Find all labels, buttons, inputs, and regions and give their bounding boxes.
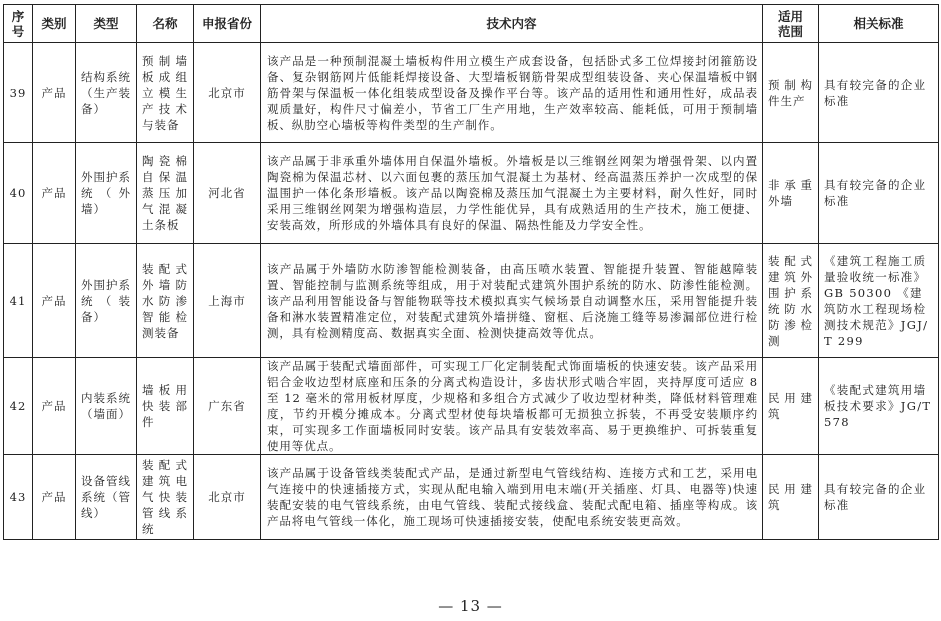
category-cell: 产品 <box>33 43 76 143</box>
header-category: 类别 <box>33 5 76 43</box>
product-name-cell: 预制墙板成组立模生产技术与装备 <box>137 43 194 143</box>
product-table <box>3 4 939 540</box>
table-header-row <box>4 5 939 43</box>
related-standard-cell: 具有较完备的企业标准 <box>819 455 939 540</box>
header-province: 申报省份 <box>194 5 261 43</box>
category-cell: 产品 <box>33 244 76 358</box>
applicable-scope-cell: 非承重外墙 <box>763 143 819 244</box>
table-row <box>4 143 939 244</box>
type-cell: 设备管线系统（管线） <box>76 455 137 540</box>
row-number-cell: 40 <box>4 143 33 244</box>
row-number-cell: 39 <box>4 43 33 143</box>
header-standard: 相关标准 <box>819 5 939 43</box>
header-type: 类型 <box>76 5 137 43</box>
table-row <box>4 455 939 540</box>
table-row <box>4 43 939 143</box>
header-content: 技术内容 <box>261 5 763 43</box>
page-number: — 13 — <box>438 597 503 615</box>
row-number-cell: 43 <box>4 455 33 540</box>
technical-content-cell: 该产品属于外墙防水防渗智能检测装备，由高压喷水装置、智能提升装置、智能越障装置、智能控制与监测系统等组成，用于对装配式建筑外围护系统的防水、防渗性能检测。该产品利用智能设备与智能物联等技术模拟真实气候场景自动调整水压，采用智能提升装备和淋水装置精准定位，对装配式建筑外墙拼缝、窗框、后浇施工缝等易渗漏部位进行检测，具有检测精度高、数据真实全面、检测快捷高效等优点。 <box>261 244 763 358</box>
type-cell: 内装系统（墙面） <box>76 358 137 455</box>
province-cell: 广东省 <box>194 358 261 455</box>
province-cell: 上海市 <box>194 244 261 358</box>
header-name: 名称 <box>137 5 194 43</box>
category-cell: 产品 <box>33 143 76 244</box>
applicable-scope-cell: 预制构件生产 <box>763 43 819 143</box>
technical-content-cell: 该产品属于设备管线类装配式产品，是通过新型电气管线结构、连接方式和工艺，采用电气连接中的快速插接方式，实现从配电输入端到用电末端(开关插座、灯具、电器等)快速装配安装的电气管线系统，由电气管线、装配式接线盒、装配式配电箱、插座等构成。该产品将电气管线一体化，施工现场可快速插接安装，使配电系统安装更高效。 <box>261 455 763 540</box>
product-name-cell: 陶瓷棉自保温蒸压加气混凝土条板 <box>137 143 194 244</box>
row-number-cell: 41 <box>4 244 33 358</box>
header-no: 序号 <box>4 5 33 43</box>
province-cell: 北京市 <box>194 455 261 540</box>
type-cell: 结构系统（生产装备） <box>76 43 137 143</box>
applicable-scope-cell: 民用建筑 <box>763 358 819 455</box>
related-standard-cell: 《建筑工程施工质量验收统一标准》GB 50300 《建筑防水工程现场检测技术规范》JGJ/T 299 <box>819 244 939 358</box>
product-name-cell: 装配式外墙防水防渗智能检测装备 <box>137 244 194 358</box>
header-scope: 适用范围 <box>763 5 819 43</box>
table-row <box>4 358 939 455</box>
product-name-cell: 墙板用快装部件 <box>137 358 194 455</box>
technical-content-cell: 该产品是一种预制混凝土墙板构件用立模生产成套设备，包括卧式多工位焊接封闭箍筋设备、复杂钢筋网片低能耗焊接设备、大型墙板钢筋骨架成型组装设备、夹心保温墙板中钢筋骨架与保温板一体化组装成型设备及操作平台等。该产品的适用性和通用性好，成品表观质量好，构件尺寸偏差小，节省工厂生产用地，生产效率较高、能耗低，可用于预制墙板、纵肋空心墙板等构件类型的生产制作。 <box>261 43 763 143</box>
related-standard-cell: 具有较完备的企业标准 <box>819 143 939 244</box>
row-number-cell: 42 <box>4 358 33 455</box>
technical-content-cell: 该产品属于非承重外墙体用自保温外墙板。外墙板是以三维钢丝网架为增强骨架、以内置陶瓷棉为保温芯材、以六面包裹的蒸压加气混凝土为基材、经高温蒸压养护一次成型的保温围护一体化条形墙板。该产品以陶瓷棉及蒸压加气混凝土为主要材料，耐久性好，同时采用三维钢丝网架为增强构造层，力学性能优异，具有成熟适用的生产技术，施工便捷、安装高效，所形成的外墙体具有良好的保温、隔热性能及力学安全性。 <box>261 143 763 244</box>
category-cell: 产品 <box>33 358 76 455</box>
table-row <box>4 244 939 358</box>
related-standard-cell: 《装配式建筑用墙板技术要求》JG/T 578 <box>819 358 939 455</box>
province-cell: 北京市 <box>194 43 261 143</box>
technical-content-cell: 该产品属于装配式墙面部件，可实现工厂化定制装配式饰面墙板的快速安装。该产品采用铝合金收边型材底座和压条的分离式构造设计，多齿状形式啮合牢固，夹持厚度可适应 8 至 12 毫米的常用板材厚度，少规格和多组合方式减少了收边型材种类，降低材料管理难度，节约开模分摊成本。分离式型材使每块墙板都可无损独立拆装，不再受安装顺序约束，可实现多工作面墙板同时安装。该产品具有安装效率高、易于更换维护、可拆装重复使用等优点。 <box>261 358 763 455</box>
type-cell: 外围护系统（装备） <box>76 244 137 358</box>
category-cell: 产品 <box>33 455 76 540</box>
related-standard-cell: 具有较完备的企业标准 <box>819 43 939 143</box>
product-name-cell: 装配式建筑电气快装管线系统 <box>137 455 194 540</box>
province-cell: 河北省 <box>194 143 261 244</box>
applicable-scope-cell: 装配式建筑外围护系统防水防渗检测 <box>763 244 819 358</box>
type-cell: 外围护系统（外墙） <box>76 143 137 244</box>
applicable-scope-cell: 民用建筑 <box>763 455 819 540</box>
